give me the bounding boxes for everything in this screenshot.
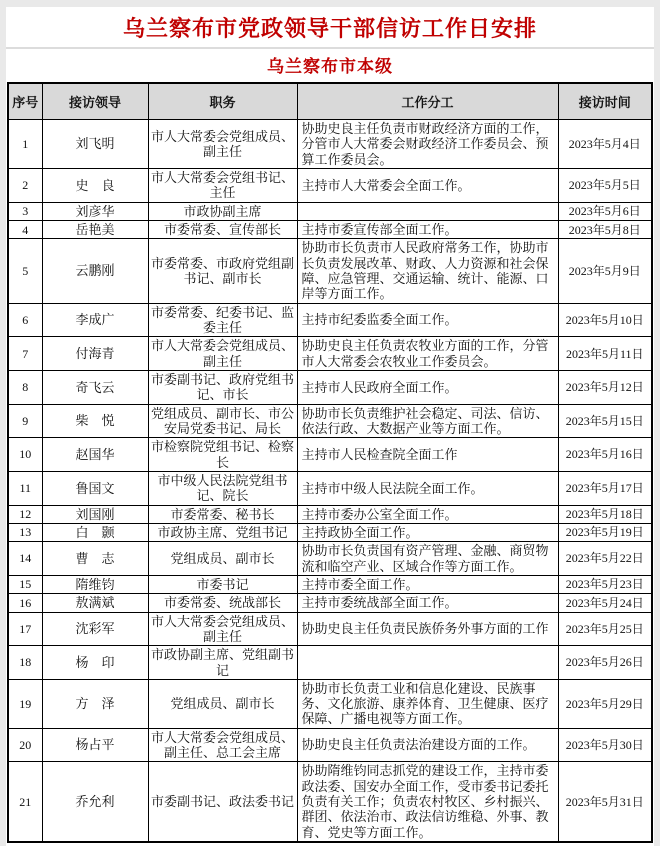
table-row (8, 337, 652, 371)
column-header-duty: 工作分工 (297, 83, 558, 120)
duty-text: 主持市人民检查院全面工作 (297, 438, 558, 472)
visit-date: 2023年5月22日 (558, 542, 652, 576)
leader-name: 李成广 (42, 303, 148, 337)
duty-text: 协助史良主任负责民族侨务外事方面的工作 (297, 612, 558, 646)
leader-name: 奇飞云 (42, 370, 148, 404)
visit-date: 2023年5月24日 (558, 594, 652, 612)
duty-text: 主持市委统战部全面工作。 (297, 594, 558, 612)
position-text: 市中级人民法院党组书记、院长 (148, 471, 297, 505)
visit-date: 2023年5月4日 (558, 120, 652, 169)
row-number: 7 (8, 337, 42, 371)
duty-text: 主持市人大常委会全面工作。 (297, 168, 558, 202)
leader-name: 付海青 (42, 337, 148, 371)
position-text: 党组成员、副市长 (148, 679, 297, 728)
page-subtitle: 乌兰察布市本级 (267, 57, 393, 76)
visit-date: 2023年5月8日 (558, 220, 652, 238)
table-row (8, 220, 652, 238)
position-text: 市政协副主席 (148, 202, 297, 220)
leader-name: 白 颢 (42, 523, 148, 541)
petition-schedule-table (7, 82, 653, 843)
visit-date: 2023年5月23日 (558, 575, 652, 593)
leader-name: 刘彦华 (42, 202, 148, 220)
visit-date: 2023年5月10日 (558, 303, 652, 337)
leader-name: 沈彩军 (42, 612, 148, 646)
duty-text: 协助市长负责国有资产管理、金融、商贸物流和临空产业、区域合作等方面工作。 (297, 542, 558, 576)
visit-date: 2023年5月26日 (558, 646, 652, 680)
position-text: 市委常委、秘书长 (148, 505, 297, 523)
leader-name: 隋维钧 (42, 575, 148, 593)
row-number: 5 (8, 239, 42, 303)
title-band (6, 7, 654, 49)
row-number: 16 (8, 594, 42, 612)
table-row (8, 762, 652, 842)
position-text: 市人大常委会党组成员、副主任 (148, 120, 297, 169)
column-header-date: 接访时间 (558, 83, 652, 120)
visit-date: 2023年5月12日 (558, 370, 652, 404)
row-number: 9 (8, 404, 42, 438)
table-row (8, 523, 652, 541)
document-sheet (6, 7, 654, 846)
leader-name: 曹 志 (42, 542, 148, 576)
table-row (8, 594, 652, 612)
row-number: 2 (8, 168, 42, 202)
duty-text (297, 202, 558, 220)
visit-date: 2023年5月6日 (558, 202, 652, 220)
table-row (8, 168, 652, 202)
leader-name: 赵国华 (42, 438, 148, 472)
leader-name: 柴 悦 (42, 404, 148, 438)
leader-name: 杨 印 (42, 646, 148, 680)
duty-text (297, 646, 558, 680)
column-header-serial: 序号 (8, 83, 42, 120)
table-row (8, 728, 652, 762)
position-text: 市委常委、市政府党组副书记、副市长 (148, 239, 297, 303)
visit-date: 2023年5月30日 (558, 728, 652, 762)
duty-text: 协助史良主任负责法治建设方面的工作。 (297, 728, 558, 762)
position-text: 市委常委、统战部长 (148, 594, 297, 612)
table-row (8, 438, 652, 472)
row-number: 21 (8, 762, 42, 842)
row-number: 4 (8, 220, 42, 238)
page-title: 乌兰察布市党政领导干部信访工作日安排 (122, 16, 537, 41)
position-text: 市委副书记、政法委书记 (148, 762, 297, 842)
table-row (8, 370, 652, 404)
schedule-table-body (8, 120, 652, 843)
table-row (8, 646, 652, 680)
row-number: 13 (8, 523, 42, 541)
table-row (8, 120, 652, 169)
leader-name: 岳艳美 (42, 220, 148, 238)
visit-date: 2023年5月5日 (558, 168, 652, 202)
row-number: 17 (8, 612, 42, 646)
table-row (8, 612, 652, 646)
visit-date: 2023年5月17日 (558, 471, 652, 505)
leader-name: 方 泽 (42, 679, 148, 728)
visit-date: 2023年5月19日 (558, 523, 652, 541)
row-number: 8 (8, 370, 42, 404)
leader-name: 刘国刚 (42, 505, 148, 523)
leader-name: 刘飞明 (42, 120, 148, 169)
leader-name: 云鹏刚 (42, 239, 148, 303)
duty-text: 协助史良主任负责农牧业方面的工作，分管市人大常委会农牧业工作委员会。 (297, 337, 558, 371)
position-text: 党组成员、副市长 (148, 542, 297, 576)
row-number: 14 (8, 542, 42, 576)
table-row (8, 303, 652, 337)
header-row (8, 83, 652, 120)
duty-text: 协助市长负责工业和信息化建设、民族事务、文化旅游、康养体育、卫生健康、医疗保障、广播电视等方面工作。 (297, 679, 558, 728)
position-text: 市人大常委会党组成员、副主任 (148, 612, 297, 646)
duty-text: 主持市委全面工作。 (297, 575, 558, 593)
position-text: 市人大常委会党组成员、副主任 (148, 337, 297, 371)
table-row (8, 575, 652, 593)
table-row (8, 471, 652, 505)
table-row (8, 404, 652, 438)
position-text: 市委常委、纪委书记、监委主任 (148, 303, 297, 337)
duty-text: 主持市委宣传部全面工作。 (297, 220, 558, 238)
duty-text: 主持市人民政府全面工作。 (297, 370, 558, 404)
table-header (8, 83, 652, 120)
duty-text: 协助隋维钧同志抓党的建设工作，主持市委政法委、国安办全面工作，受市委书记委托负责有关工作；负责农村牧区、乡村振兴、群团、依法治市、政法信访维稳、外事、教育、党史等方面工作。 (297, 762, 558, 842)
column-header-position: 职务 (148, 83, 297, 120)
row-number: 15 (8, 575, 42, 593)
row-number: 3 (8, 202, 42, 220)
position-text: 党组成员、副市长、市公安局党委书记、局长 (148, 404, 297, 438)
row-number: 18 (8, 646, 42, 680)
leader-name: 杨占平 (42, 728, 148, 762)
duty-text: 协助市长负责维护社会稳定、司法、信访、依法行政、大数据产业等方面工作。 (297, 404, 558, 438)
duty-text: 主持市中级人民法院全面工作。 (297, 471, 558, 505)
duty-text: 主持市纪委监委全面工作。 (297, 303, 558, 337)
table-row (8, 679, 652, 728)
table-row (8, 505, 652, 523)
row-number: 20 (8, 728, 42, 762)
duty-text: 主持市委办公室全面工作。 (297, 505, 558, 523)
visit-date: 2023年5月18日 (558, 505, 652, 523)
position-text: 市检察院党组书记、检察长 (148, 438, 297, 472)
position-text: 市委常委、宣传部长 (148, 220, 297, 238)
row-number: 12 (8, 505, 42, 523)
position-text: 市人大常委会党组成员、副主任、总工会主席 (148, 728, 297, 762)
position-text: 市委副书记、政府党组书记、市长 (148, 370, 297, 404)
position-text: 市政协主席、党组书记 (148, 523, 297, 541)
row-number: 1 (8, 120, 42, 169)
visit-date: 2023年5月9日 (558, 239, 652, 303)
visit-date: 2023年5月29日 (558, 679, 652, 728)
duty-text: 协助史良主任负责市财政经济方面的工作，分管市人大常委会财政经济工作委员会、预算工作委员会。 (297, 120, 558, 169)
duty-text: 主持政协全面工作。 (297, 523, 558, 541)
visit-date: 2023年5月31日 (558, 762, 652, 842)
visit-date: 2023年5月25日 (558, 612, 652, 646)
duty-text: 协助市长负责市人民政府常务工作，协助市长负责发展改革、财政、人力资源和社会保障、应急管理、交通运输、统计、能源、口岸等方面工作。 (297, 239, 558, 303)
table-row (8, 202, 652, 220)
row-number: 11 (8, 471, 42, 505)
position-text: 市委书记 (148, 575, 297, 593)
position-text: 市政协副主席、党组副书记 (148, 646, 297, 680)
table-row (8, 542, 652, 576)
table-row (8, 239, 652, 303)
column-header-leader: 接访领导 (42, 83, 148, 120)
leader-name: 敖满斌 (42, 594, 148, 612)
leader-name: 乔允利 (42, 762, 148, 842)
row-number: 19 (8, 679, 42, 728)
visit-date: 2023年5月15日 (558, 404, 652, 438)
visit-date: 2023年5月11日 (558, 337, 652, 371)
leader-name: 史 良 (42, 168, 148, 202)
row-number: 6 (8, 303, 42, 337)
leader-name: 鲁国文 (42, 471, 148, 505)
row-number: 10 (8, 438, 42, 472)
visit-date: 2023年5月16日 (558, 438, 652, 472)
position-text: 市人大常委会党组书记、主任 (148, 168, 297, 202)
